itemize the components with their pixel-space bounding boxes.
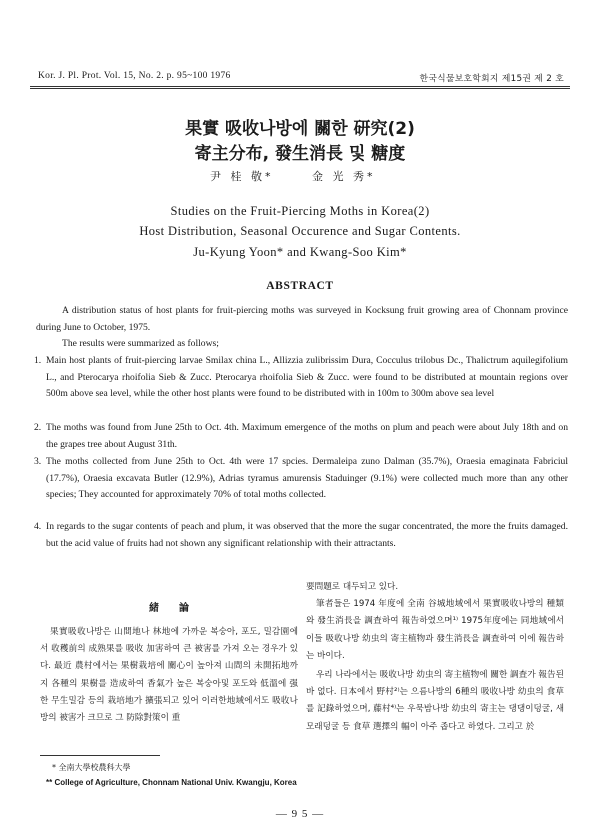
author-ko-2: 金 光 秀*	[312, 170, 376, 183]
abstract-intro: A distribution status of host plants for fruit-piercing moths was surveyed in Kocksung fruit growing area of Chonnam province during June to October, 1975.	[36, 305, 568, 333]
abstract-item-2	[36, 420, 568, 453]
section-heading-intro: 緒 論	[149, 603, 189, 614]
title-en-line2: Host Distribution, Seasonal Occurence and Sugar Contents.	[139, 224, 461, 238]
author-ko-1: 尹 桂 敬*	[210, 170, 274, 183]
item-number: 2.	[34, 422, 42, 433]
body-paragraph: 우리 나라에서는 吸收나방 幼虫의 寄主植物에 關한 調査가 報告된바 없다. 日本에서 野村²⁾는 으름나방의 6種의 吸收나방 幼虫의 食草를 記錄하였으며, 藤村⁴⁾는 우묵밤나방 幼虫의 寄主는 댕댕이덩굴, 새모래덩굴 등 食草 選擇의 幅이 아주 좁다고 하였다. 그리고 於	[306, 670, 564, 732]
footnote-ko: * 全南大學校農科大學	[52, 763, 131, 772]
page-number: — 9 5 —	[275, 808, 325, 820]
abstract-heading: ABSTRACT	[266, 280, 334, 292]
abstract-item-3	[36, 454, 568, 504]
item-text: The moths was found from June 25th to Oct. 4th. Maximum emergence of the moths on plum and peach were about July 18th and on the grapes tree about August 31th.	[46, 422, 568, 450]
header-rule	[30, 86, 570, 87]
footnote-en: ** College of Agriculture, Chonnam National Univ. Kwangju, Korea	[46, 778, 297, 787]
title-ko-line2: 寄主分布, 發生消長 및 糖度	[194, 144, 406, 164]
body-right-column	[306, 579, 564, 736]
abstract-item-1	[36, 353, 568, 403]
footnote-rule	[40, 755, 160, 756]
abstract-lead: The results were summarized as follows;	[62, 338, 219, 349]
body-paragraph: 筆者들은 1974 年度에 全南 谷城地域에서 果實吸收나방의 種類와 發生消長을 調査하여 報告하였으며¹⁾ 1975年度에는 同地域에서 이들 吸收나방 幼虫의 寄主植物과 發生消長을 調査하여 이에 報告하는 바이다.	[306, 599, 564, 661]
item-number: 3.	[34, 456, 42, 467]
item-number: 4.	[34, 521, 42, 532]
abstract-item-4	[36, 519, 568, 552]
item-text: Main host plants of fruit-piercing larvae Smilax china L., Allizzia zulibrissim Dura, Cocculus trilobus Dc., Thalictrum aquilegifolium L., and Pterocarya rhoifolia Sieb & Zucc. Pterocarya rhoifolia Sieb & Zucc. were found to be distributed at mountain regions over 500m above sea level, while the other host plants were found to be distributed with in 100m to 300m above sea level	[46, 355, 568, 399]
authors-en: Ju-Kyung Yoon* and Kwang-Soo Kim*	[193, 245, 407, 259]
journal-citation: Kor. J. Pl. Prot. Vol. 15, No. 2. p. 95~100 1976	[38, 71, 231, 81]
item-text: In regards to the sugar contents of peach and plum, it was observed that the more the sugar concentrated, the more the fruits damaged. but the acid value of fruits had not shown any significant relationship with their attractants.	[46, 521, 568, 549]
item-number: 1.	[34, 355, 42, 366]
body-paragraph: 要問題로 대두되고 있다.	[306, 582, 399, 592]
title-ko-line1: 果實 吸收나방에 關한 研究(2)	[185, 119, 415, 139]
body-left-column	[40, 624, 298, 727]
body-paragraph: 果實吸收나방은 山間地나 林地에 가까운 복숭아, 포도, 밀감園에서 收穫前의 成熟果를 吸收 加害하여 큰 被害를 가져 오는 경우가 있다. 最近 農村에서는 果樹栽培에 關心이 높아져 山間의 未開拓地까지 各種의 果樹를 造成하여 香氣가 높은 복숭아및 포도와 低溫에 强한 무生밀감 등의 栽培地가 擴張되고 있어 이러한地域에서도 吸收나방의 被害가 크므로 그 防除對策이 重	[40, 627, 298, 724]
journal-name-ko: 한국식물보호학회지 제15권 제 2 호	[419, 74, 564, 84]
header-rule-double	[30, 88, 570, 89]
title-en-line1: Studies on the Fruit-Piercing Moths in Korea(2)	[170, 204, 430, 218]
item-text: The moths collected from June 25th to Oct. 4th were 17 spcies. Dermaleipa zuno Dalman (35.7%), Oraesia emaginata Fabriciul (17.7%), Oraesia excavata Butler (12.9%), Adrias tyramus amurensis Staduinger (9.1%) were collected much more than any other species; They accounted for approximately 70% of total moths collected.	[46, 456, 568, 500]
